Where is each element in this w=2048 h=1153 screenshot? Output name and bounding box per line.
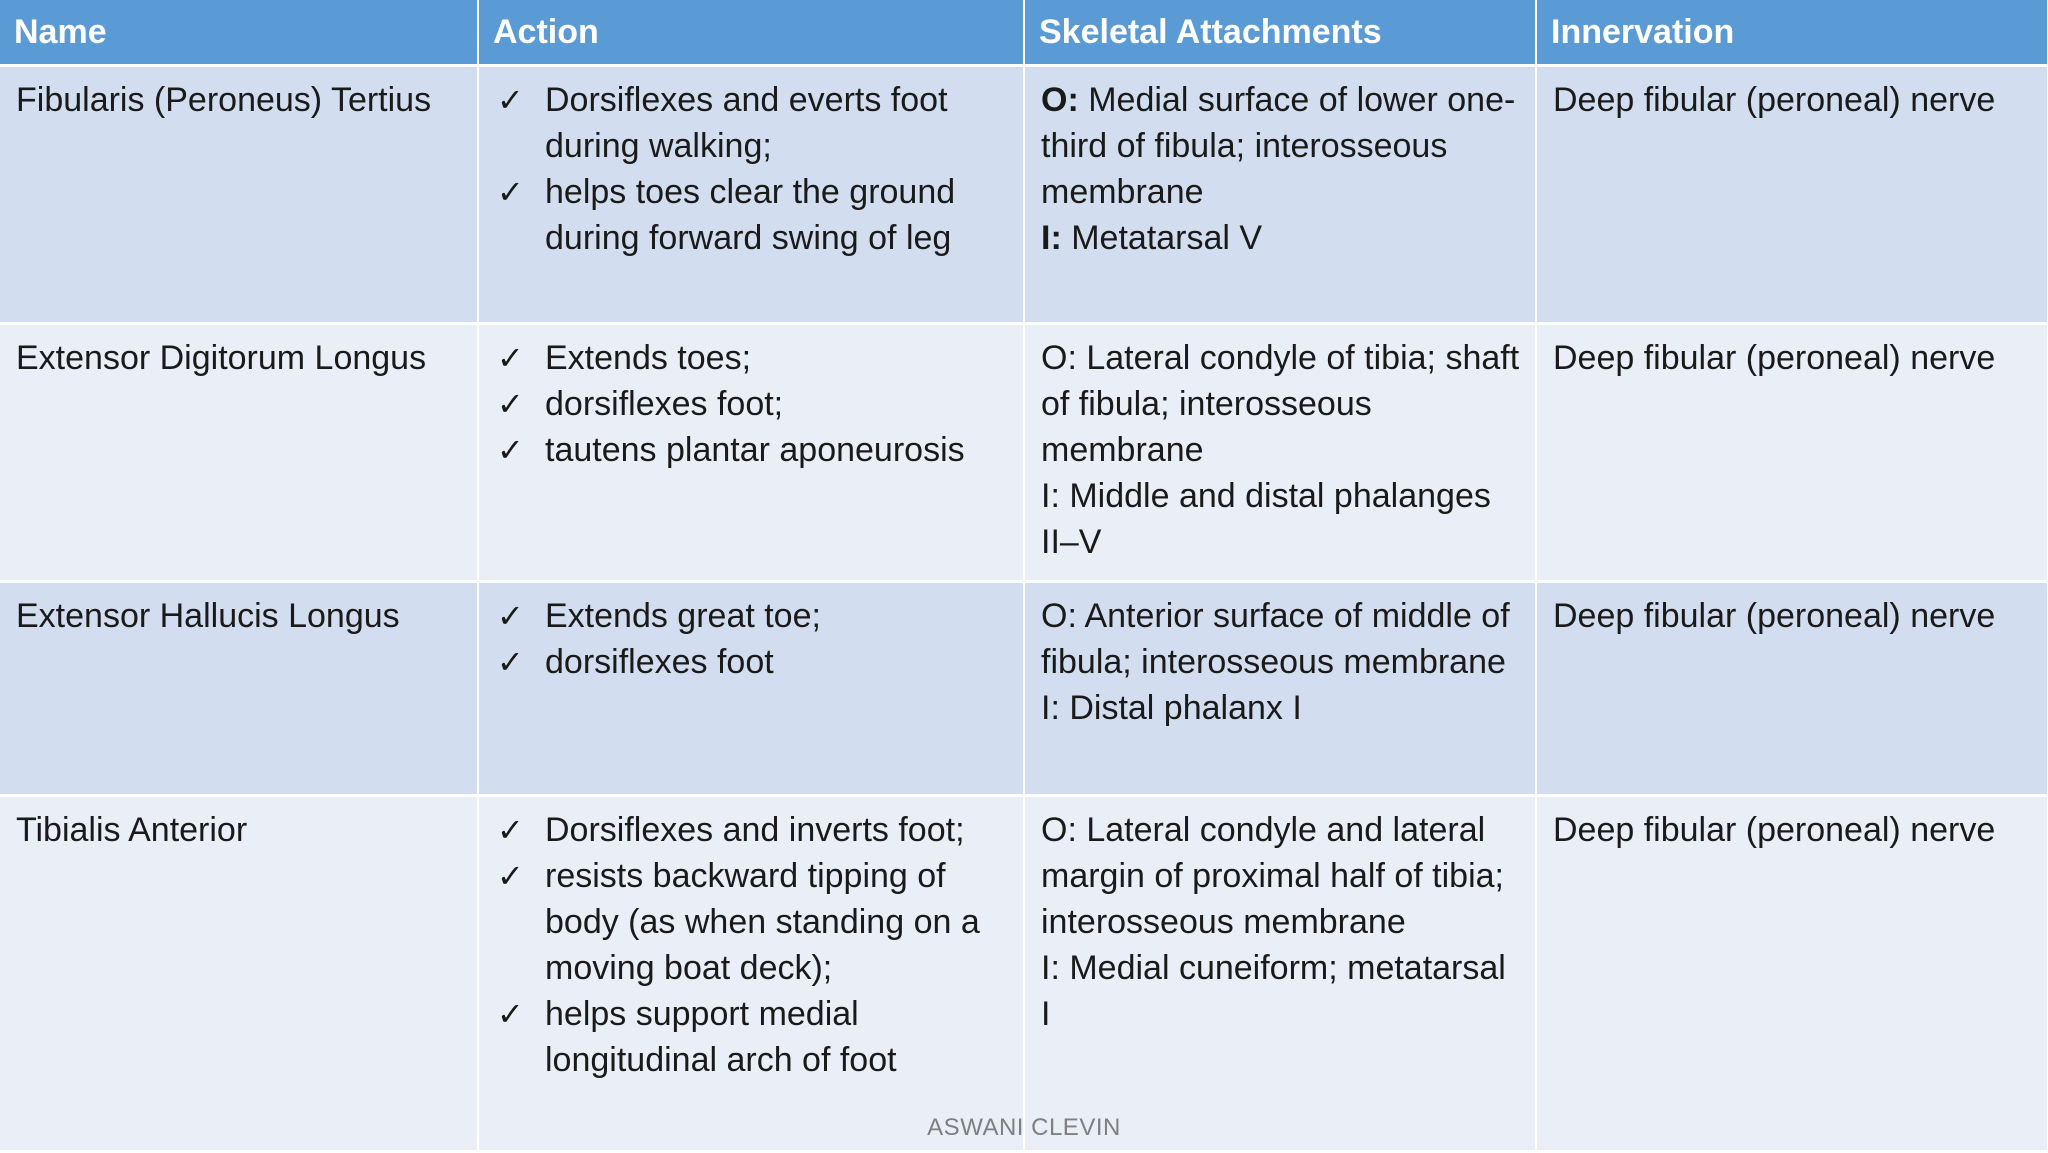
action-list bbox=[495, 807, 1009, 1083]
table-row bbox=[0, 582, 2048, 796]
action-item bbox=[495, 169, 1009, 261]
attachments-cell bbox=[1024, 796, 1536, 1152]
watermark: ASWANI CLEVIN bbox=[927, 1114, 1121, 1141]
header-name: Name bbox=[0, 0, 478, 66]
attachments-cell bbox=[1024, 582, 1536, 796]
header-action: Action bbox=[478, 0, 1024, 66]
insertion-line: I: Medial cuneiform; metatarsal I bbox=[1041, 949, 1506, 1033]
check-icon: ✓ bbox=[497, 339, 524, 377]
action-list bbox=[495, 77, 1009, 261]
check-icon: ✓ bbox=[497, 995, 524, 1033]
check-icon: ✓ bbox=[497, 643, 524, 681]
action-text: dorsiflexes foot bbox=[545, 643, 774, 681]
header-skeletal-attachments: Skeletal Attachments bbox=[1024, 0, 1536, 66]
table-row bbox=[0, 66, 2048, 324]
insertion-line: I: Distal phalanx I bbox=[1041, 689, 1302, 727]
innervation: Deep fibular (peroneal) nerve bbox=[1536, 582, 2048, 796]
action-item bbox=[495, 335, 1009, 381]
action-text: Extends toes; bbox=[545, 339, 752, 377]
action-item bbox=[495, 639, 1009, 685]
check-icon: ✓ bbox=[497, 857, 524, 895]
header-innervation: Innervation bbox=[1536, 0, 2048, 66]
action-text: Dorsiflexes and inverts foot; bbox=[545, 811, 965, 849]
table-header-row bbox=[0, 0, 2048, 66]
action-item bbox=[495, 77, 1009, 169]
action-text: Extends great toe; bbox=[545, 597, 821, 635]
origin-line: O: Lateral condyle of tibia; shaft of fibula; interosseous membrane bbox=[1041, 339, 1520, 469]
origin-line bbox=[1041, 77, 1521, 215]
action-cell bbox=[478, 796, 1024, 1152]
action-text: Dorsiflexes and everts foot during walking; bbox=[545, 81, 948, 165]
insertion-text: Metatarsal V bbox=[1061, 219, 1263, 257]
muscle-name: Extensor Hallucis Longus bbox=[0, 582, 478, 796]
action-item bbox=[495, 991, 1009, 1083]
check-icon: ✓ bbox=[497, 81, 524, 119]
action-text: helps support medial longitudinal arch of foot bbox=[545, 995, 897, 1079]
innervation: Deep fibular (peroneal) nerve bbox=[1536, 324, 2048, 582]
origin-label: O: bbox=[1041, 81, 1079, 119]
attachments-cell bbox=[1024, 324, 1536, 582]
insertion-label: I: bbox=[1041, 219, 1062, 257]
action-list bbox=[495, 335, 1009, 473]
action-item bbox=[495, 427, 1009, 473]
check-icon: ✓ bbox=[497, 431, 524, 469]
check-icon: ✓ bbox=[497, 173, 524, 211]
muscle-name: Fibularis (Peroneus) Tertius bbox=[0, 66, 478, 324]
action-text: helps toes clear the ground during forward swing of leg bbox=[545, 173, 956, 257]
action-cell bbox=[478, 66, 1024, 324]
table-row bbox=[0, 796, 2048, 1152]
action-item bbox=[495, 807, 1009, 853]
check-icon: ✓ bbox=[497, 385, 524, 423]
check-icon: ✓ bbox=[497, 597, 524, 635]
muscle-name: Extensor Digitorum Longus bbox=[0, 324, 478, 582]
action-item bbox=[495, 853, 1009, 991]
action-text: resists backward tipping of body (as when standing on a moving boat deck); bbox=[545, 857, 980, 987]
action-text: tautens plantar aponeurosis bbox=[545, 431, 965, 469]
attachments-cell bbox=[1024, 66, 1536, 324]
action-cell bbox=[478, 582, 1024, 796]
origin-line: O: Lateral condyle and lateral margin of proximal half of tibia; interosseous membrane bbox=[1041, 811, 1504, 941]
action-item bbox=[495, 593, 1009, 639]
innervation: Deep fibular (peroneal) nerve bbox=[1536, 796, 2048, 1152]
check-icon: ✓ bbox=[497, 811, 524, 849]
origin-line: O: Anterior surface of middle of fibula; interosseous membrane bbox=[1041, 597, 1510, 681]
action-text: dorsiflexes foot; bbox=[545, 385, 784, 423]
origin-text: Medial surface of lower one-third of fibula; interosseous membrane bbox=[1041, 81, 1516, 211]
insertion-line bbox=[1041, 215, 1521, 261]
innervation: Deep fibular (peroneal) nerve bbox=[1536, 66, 2048, 324]
action-cell bbox=[478, 324, 1024, 582]
insertion-line: I: Middle and distal phalanges II–V bbox=[1041, 477, 1491, 561]
action-list bbox=[495, 593, 1009, 685]
action-item bbox=[495, 381, 1009, 427]
muscle-name: Tibialis Anterior bbox=[0, 796, 478, 1152]
table-row bbox=[0, 324, 2048, 582]
